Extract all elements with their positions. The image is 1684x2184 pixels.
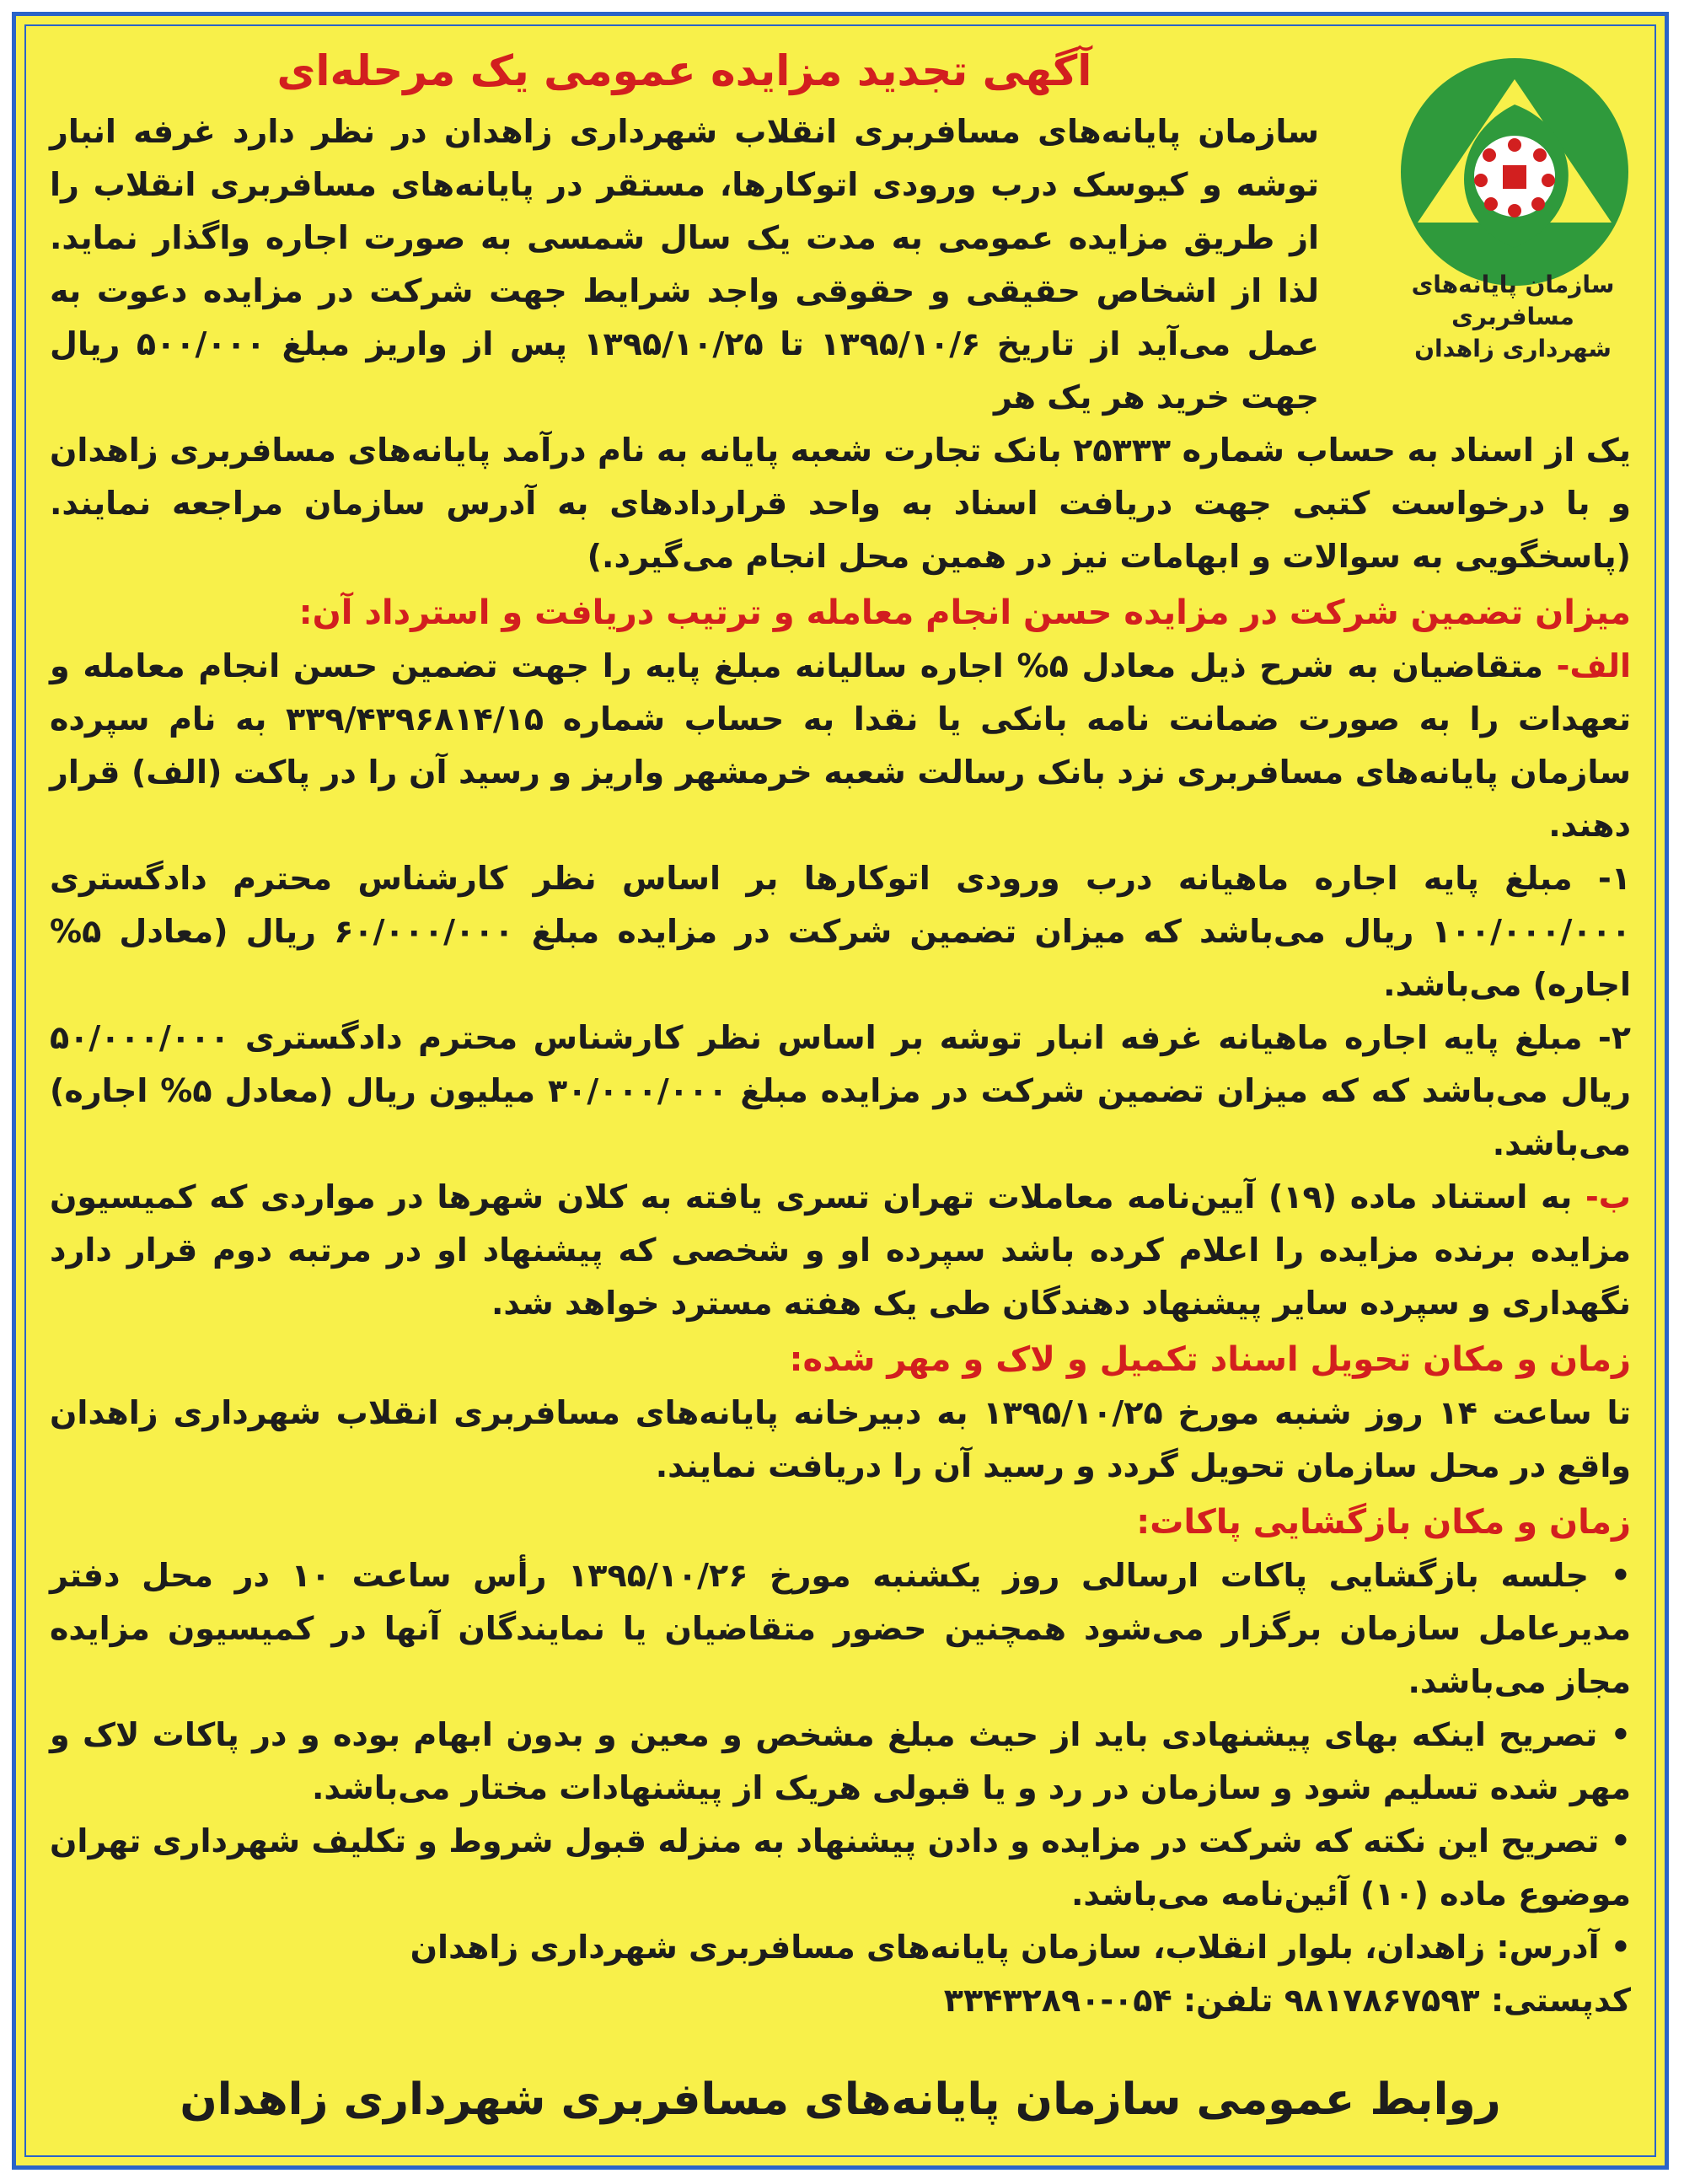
clause-be (50, 1171, 1631, 1330)
delivery-heading: زمان و مکان تحویل اسناد تکمیل و لاک و مهر شده: (789, 1340, 1631, 1379)
clause-alef-label: الف- (1556, 647, 1631, 684)
footer-public-relations: روابط عمومی سازمان پایانه‌های مسافربری شهرداری زاهدان (180, 2074, 1501, 2125)
delivery-text: تا ساعت ۱۴ روز شنبه مورخ ۱۳۹۵/۱۰/۲۵ به دبیرخانه پایانه‌های مسافربری انقلاب شهرداری زاهدان واقع در محل سازمان تحویل گردد و رسید آن را دریافت نمایند. (50, 1394, 1632, 1484)
opening-bullet-2: • تصریح اینکه بهای پیشنهادی باید از حیث مبلغ مشخص و معین و بدون ابهام بوده و در پاکات لاک و مهر شده تسلیم شود و سازمان در رد و یا قبولی هریک از پیشنهادات مختار می‌باشد. (50, 1716, 1631, 1806)
guarantee-item-1: ۱- مبلغ پایه اجاره ماهیانه درب ورودی اتوکارها بر اساس نظر کارشناس محترم دادگستری ۱۰۰/۰۰۰/۰۰۰ ریال می‌باشد که میزان تضمین شرکت در مزایده مبلغ ۶۰/۰۰۰/۰۰۰ ریال (معادل ۵% اجاره) می‌باشد. (50, 860, 1631, 1003)
opening-heading: زمان و مکان بازگشایی پاکات: (1136, 1503, 1631, 1542)
notice-title: آگهی تجدید مزایده عمومی یک مرحله‌ای (276, 46, 1092, 95)
opening-bullet-1: • جلسه بازگشایی پاکات ارسالی روز یکشنبه مورخ ۱۳۹۵/۱۰/۲۶ رأس ساعت ۱۰ در محل دفتر مدیرعامل سازمان برگزار می‌شود همچنین حضور متقاضیان یا نمایندگان آنها در کمیسیون مزایده مجاز می‌باشد. (50, 1557, 1631, 1700)
clause-alef (50, 640, 1631, 852)
logo-caption-line1: سازمان پایانه‌های مسافربری (1411, 271, 1615, 330)
intro-paragraph-continued: یک از اسناد به حساب شماره ۲۵۳۳۳ بانک تجارت شعبه پایانه به نام درآمد پایانه‌های مسافربری زاهدان و با درخواست کتبی جهت دریافت اسناد به واحد قراردادهای به آدرس سازمان مراجعه نمایند. (پاسخگویی به سوالات و ابهامات نیز در همین محل انجام می‌گیرد.) (50, 432, 1631, 575)
notice-frame (12, 12, 1669, 2170)
logo-caption-line2: شهرداری زاهدان (1414, 335, 1612, 362)
opening-bullet-3: • تصریح این نکته که شرکت در مزایده و دادن پیشنهاد به منزله قبول شروط و تکلیف شهرداری تهران موضوع ماده (۱۰) آئین‌نامه می‌باشد. (50, 1822, 1631, 1913)
address-line: • آدرس: زاهدان، بلوار انقلاب، سازمان پایانه‌های مسافربری شهرداری زاهدان (410, 1929, 1631, 1966)
clause-alef-text: متقاضیان به شرح ذیل معادل ۵% اجاره سالیانه مبلغ پایه را جهت تضمین حسن انجام معامله و تعهدات را به صورت ضمانت نامه بانکی یا نقدا به حساب شماره ۳۳۹/۴۳۹۶۸۱۴/۱۵ به نام سپرده سازمان پایانه‌های مسافربری نزد بانک رسالت شعبه خرمشهر واریز و رسید آن را در پاکت (الف) قرار دهند. (50, 647, 1631, 844)
intro-paragraph: سازمان پایانه‌های مسافربری انقلاب شهرداری زاهدان در نظر دارد غرفه انبار توشه و کیوسک درب ورودی اتوکارها، مستقر در پایانه‌های مسافربری انقلاب را از طریق مزایده عمومی به مدت یک سال شمسی به صورت اجاره واگذار نماید. لذا از اشخاص حقیقی و حقوقی واجد شرایط جهت شرکت در مزایده دعوت به عمل می‌آید از تاریخ ۱۳۹۵/۱۰/۶ تا ۱۳۹۵/۱۰/۲۵ پس از واریز مبلغ ۵۰۰/۰۰۰ ریال جهت خرید هر یک هر (50, 113, 1319, 416)
guarantee-heading: میزان تضمین شرکت در مزایده حسن انجام معامله و ترتیب دریافت و استرداد آن: (298, 593, 1631, 632)
clause-be-text: به استناد ماده (۱۹) آیین‌نامه معاملات تهران تسری یافته به کلان شهرها در مواردی که کمیسیون مزایده برنده مزایده را اعلام کرده باشد سپرده او و شخصی که پیشنهاد او در مرتبه دوم قرار دارد نگهداری و سپرده سایر پیشنهاد دهندگان طی یک هفته مسترد خواهد شد. (50, 1178, 1631, 1322)
clause-be-label: ب- (1585, 1178, 1631, 1215)
postal-phone-line: کدپستی: ۹۸۱۷۸۶۷۵۹۳ تلفن: ۰۵۴-۳۳۴۳۲۸۹۰ (943, 1982, 1631, 2019)
notice-content (50, 41, 1631, 2027)
guarantee-item-2: ۲- مبلغ پایه اجاره ماهیانه غرفه انبار توشه بر اساس نظر کارشناس محترم دادگستری ۵۰/۰۰۰/۰۰۰ ریال می‌باشد که که میزان تضمین شرکت در مزایده مبلغ ۳۰/۰۰۰/۰۰۰ میلیون ریال (معادل ۵% اجاره) می‌باشد. (50, 1019, 1631, 1162)
